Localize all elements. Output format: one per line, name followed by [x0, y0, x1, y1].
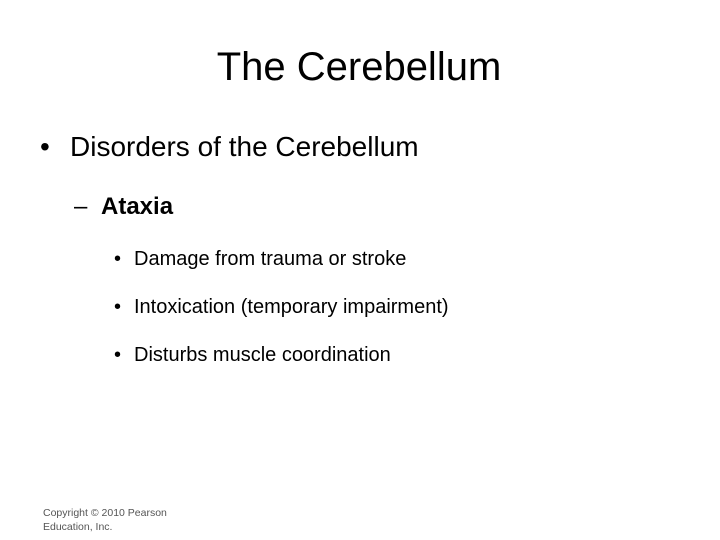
slide-title-text: The Cerebellum — [216, 45, 502, 89]
copyright-line: Copyright © 2010 Pearson — [43, 507, 167, 519]
bullet-marker: • — [114, 296, 122, 318]
slide-title — [0, 44, 720, 90]
bullet-marker: • — [114, 344, 122, 366]
bullet-marker: • — [114, 248, 122, 270]
bullet-level3-item — [114, 342, 391, 368]
bullet-level3-item — [114, 294, 449, 320]
bullet-level1 — [40, 128, 419, 166]
bullet-level3-text: Intoxication (temporary impairment) — [134, 296, 449, 318]
bullet-level3-text: Disturbs muscle coordination — [134, 344, 391, 366]
bullet-marker: • — [40, 131, 50, 162]
bullet-level3-text: Damage from trauma or stroke — [134, 248, 407, 270]
bullet-level2-text: Ataxia — [101, 193, 174, 220]
bullet-level3-item — [114, 246, 406, 272]
copyright-line: Education, Inc. — [43, 521, 113, 533]
bullet-level1-text: Disorders of the Cerebellum — [70, 131, 419, 162]
copyright-footer — [43, 506, 193, 534]
dash-marker: – — [74, 193, 88, 220]
bullet-level2 — [74, 190, 173, 224]
